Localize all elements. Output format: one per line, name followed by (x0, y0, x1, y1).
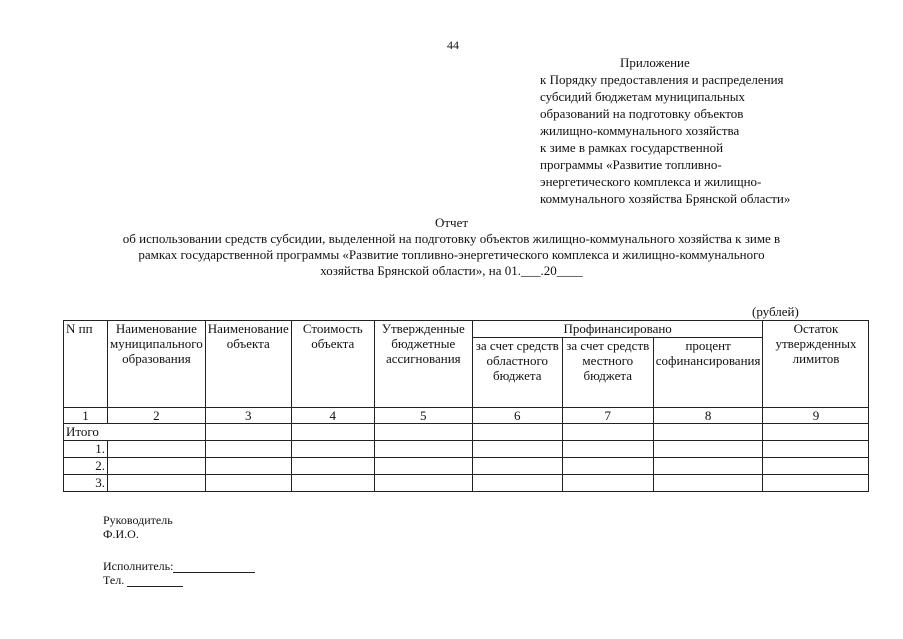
column-number: 7 (562, 408, 653, 424)
appendix-line: субсидий бюджетам муниципальных (540, 89, 745, 104)
table-cell (291, 424, 374, 441)
column-number: 5 (374, 408, 472, 424)
table-cell (108, 458, 206, 475)
header-budget-allocations: Утвержденные бюджетные ассигнования (374, 321, 472, 408)
page-number: 44 (447, 38, 459, 52)
report-subtitle-line: рамках государственной программы «Развитие топливно-энергетического комплекса и жилищно-коммунального (138, 247, 765, 262)
column-number: 3 (205, 408, 291, 424)
report-title: Отчет (434, 215, 469, 230)
executor-line (103, 559, 255, 573)
table-cell (108, 475, 206, 492)
phone-label: Тел. (103, 573, 125, 587)
executor-blank (173, 572, 255, 573)
table-cell (205, 424, 291, 441)
head-label: Руководитель (103, 513, 173, 527)
table-cell (653, 441, 763, 458)
column-numbers-row (64, 408, 869, 424)
table-cell (472, 458, 562, 475)
column-number: 2 (108, 408, 206, 424)
table-cell (291, 458, 374, 475)
report-subtitle-line: хозяйства Брянской области», на 01.___.20____ (320, 263, 583, 278)
phone-line (103, 573, 255, 587)
signatures-block (103, 513, 255, 587)
table-cell (291, 475, 374, 492)
table-cell (653, 458, 763, 475)
table-cell (562, 458, 653, 475)
header-object-cost: Стоимость объекта (291, 321, 374, 408)
table-cell (763, 475, 869, 492)
table-cell (763, 458, 869, 475)
executor-label: Исполнитель: (103, 559, 174, 573)
report-subtitle-line: об использовании средств субсидии, выделенной на подготовку объектов жилищно-коммунального хозяйства к зиме в (122, 231, 781, 246)
table-cell (108, 441, 206, 458)
table-cell (562, 475, 653, 492)
header-municipality: Наименование муниципального образования (108, 321, 206, 408)
table-cell (374, 424, 472, 441)
phone-blank (127, 586, 183, 587)
table-cell (291, 441, 374, 458)
header-local-budget: за счет средств местного бюджета (562, 338, 653, 408)
total-row (64, 424, 869, 441)
header-financed-group: Профинансировано (472, 321, 763, 338)
table-cell (653, 424, 763, 441)
appendix-line: к зиме в рамках государственной (540, 140, 724, 155)
row-number: 3. (64, 475, 108, 492)
appendix-line: коммунального хозяйства Брянской области» (540, 191, 791, 206)
report-subtitle (60, 231, 843, 279)
total-label: Итого (64, 424, 206, 441)
table-cell (205, 458, 291, 475)
column-number: 9 (763, 408, 869, 424)
table-cell (205, 441, 291, 458)
appendix-block (540, 54, 860, 207)
appendix-line: к Порядку предоставления и распределения (540, 72, 784, 87)
table-cell (472, 441, 562, 458)
appendix-line: жилищно-коммунального хозяйства (540, 123, 740, 138)
column-number: 8 (653, 408, 763, 424)
table-cell (205, 475, 291, 492)
table-cell (653, 475, 763, 492)
column-number: 4 (291, 408, 374, 424)
table-cell (562, 441, 653, 458)
fio-label: Ф.И.О. (103, 527, 139, 541)
table-cell (374, 475, 472, 492)
row-number: 1. (64, 441, 108, 458)
appendix-line: программы «Развитие топливно- (540, 157, 722, 172)
table-cell (374, 458, 472, 475)
table-cell (763, 424, 869, 441)
appendix-title: Приложение (620, 55, 690, 70)
table-cell (763, 441, 869, 458)
table-cell (472, 424, 562, 441)
appendix-line: образований на подготовку объектов (540, 106, 744, 121)
report-table (63, 320, 869, 492)
table-cell (562, 424, 653, 441)
table-row (64, 441, 869, 458)
table-header-row (64, 321, 869, 338)
column-number: 6 (472, 408, 562, 424)
header-regional-budget: за счет средств областного бюджета (472, 338, 562, 408)
row-number: 2. (64, 458, 108, 475)
header-remaining-limits: Остаток утвержденных лимитов (763, 321, 869, 408)
appendix-line: энергетического комплекса и жилищно- (540, 174, 762, 189)
table-cell (472, 475, 562, 492)
column-number: 1 (64, 408, 108, 424)
table-row (64, 475, 869, 492)
header-object-name: Наименование объекта (205, 321, 291, 408)
table-cell (374, 441, 472, 458)
header-npp: N пп (64, 321, 108, 408)
currency-note: (рублей) (752, 304, 799, 319)
header-cofinancing-percent: процент софинансирования (653, 338, 763, 408)
table-row (64, 458, 869, 475)
